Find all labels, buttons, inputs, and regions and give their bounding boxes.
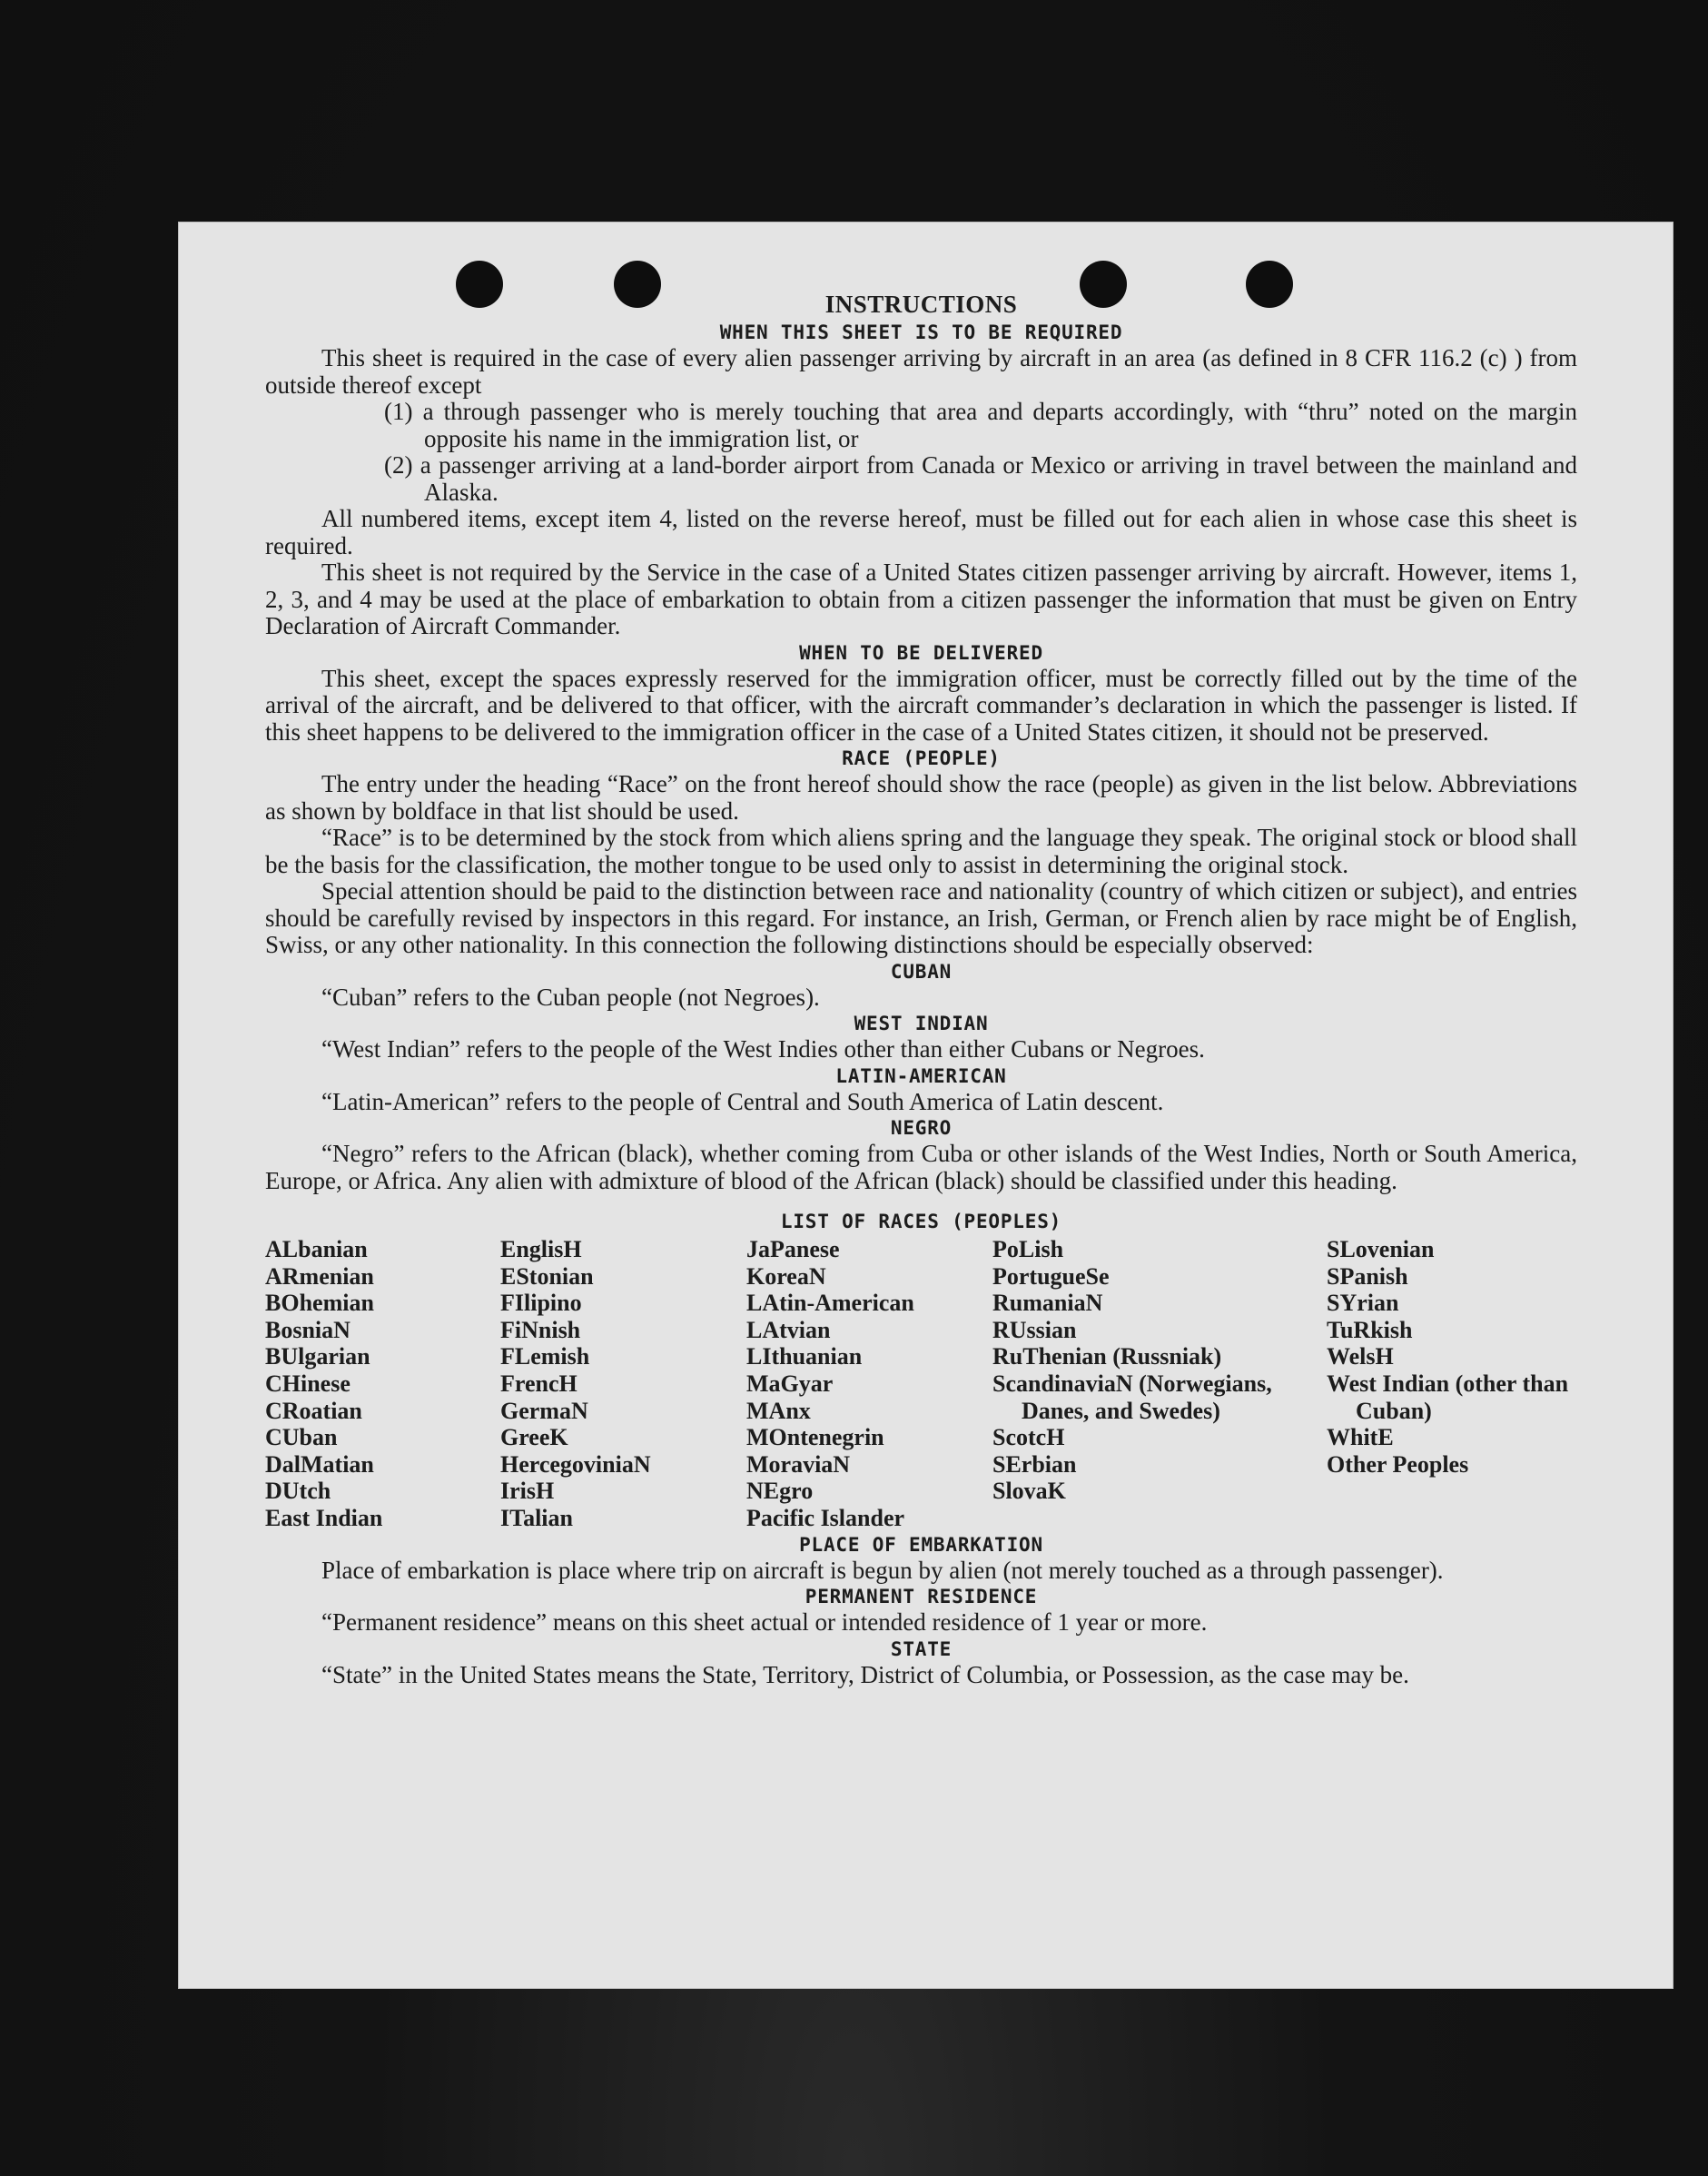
race-entry: CHinese (265, 1370, 350, 1397)
document-content (265, 289, 1577, 1688)
race-entry: DalMatian (265, 1450, 374, 1478)
document-title: INSTRUCTIONS (824, 291, 1018, 318)
paragraph: “Cuban” refers to the Cuban people (not Negroes). (321, 983, 820, 1011)
races-column (265, 1236, 500, 1532)
race-entry: MOntenegrin (746, 1424, 884, 1451)
section-heading: PERMANENT RESIDENCE (805, 1586, 1038, 1608)
race-entry: LAtin-American (746, 1290, 914, 1317)
race-entry: SErbian (992, 1450, 1077, 1478)
race-entry: LAtvian (746, 1316, 831, 1343)
race-entry: WelsH (1327, 1343, 1394, 1370)
paragraph: This sheet, except the spaces expressly reserved for the immigration officer, must be correctly filled out by the time of the arrival of the aircraft, and be delivered to that officer, with the aircraft commander’s declaration in which the passenger is listed. If this sheet happens to be delivered to the immigration officer in the case of a United States citizen, it should not be preserved. (265, 664, 1577, 746)
race-entry: BosniaN (265, 1316, 350, 1343)
paragraph: The entry under the heading “Race” on the front hereof should show the race (people) as given in the list below. Abbreviations as shown by boldface in that list should be used. (265, 770, 1577, 825)
race-entry: West Indian (other than Cuban) (1327, 1370, 1569, 1424)
race-entry: BOhemian (265, 1290, 374, 1317)
paragraph: “Negro” refers to the African (black), whether coming from Cuba or other islands of the West Indies, North or South America, Europe, or Africa. Any alien with admixture of blood of the African (black) should be classified under this heading. (265, 1140, 1577, 1194)
race-entry: FIlipino (500, 1290, 582, 1317)
paragraph: “Permanent residence” means on this sheet actual or intended residence of 1 year or more. (321, 1608, 1208, 1637)
race-entry: ITalian (500, 1504, 573, 1531)
paragraph: This sheet is not required by the Service in the case of a United States citizen passenger arriving by aircraft. However, items 1, 2, 3, and 4 may be used at the place of embarkation to obtain from a citizen passenger the information that must be given on Entry Declaration of Aircraft Commander. (265, 559, 1577, 639)
paragraph: “Latin-American” refers to the people of Central and South America of Latin descent. (321, 1087, 1164, 1115)
section-heading: LATIN-AMERICAN (835, 1064, 1007, 1087)
section-heading: WHEN THIS SHEET IS TO BE REQUIRED (719, 321, 1123, 343)
section-heading: STATE (890, 1637, 953, 1660)
race-entry: GreeK (500, 1424, 568, 1451)
race-entry: RuThenian (Russniak) (992, 1343, 1222, 1370)
race-entry: SLovenian (1327, 1236, 1435, 1262)
race-entry: TuRkish (1327, 1316, 1413, 1343)
race-entry: ScotcH (992, 1424, 1065, 1451)
races-column (1327, 1236, 1577, 1532)
race-entry: RumaniaN (992, 1290, 1103, 1317)
section-heading: NEGRO (890, 1117, 953, 1139)
race-entry: CRoatian (265, 1397, 362, 1424)
race-entry: LIthuanian (746, 1343, 863, 1370)
paragraph: Special attention should be paid to the distinction between race and nationality (country of which citizen or subject), and entries should be carefully revised by inspectors in this regard. For instance, an Irish, German, or French alien by race might be of English, Swiss, or any other nationality. In this connection the following distinctions should be especially observed: (265, 877, 1577, 958)
race-entry: RUssian (992, 1316, 1077, 1343)
races-list (265, 1236, 1577, 1532)
race-entry: GermaN (500, 1397, 588, 1424)
races-column (992, 1236, 1327, 1532)
race-entry: SYrian (1327, 1290, 1399, 1317)
race-entry: Pacific Islander (746, 1504, 905, 1531)
race-entry: SPanish (1327, 1262, 1408, 1290)
races-heading: LIST OF RACES (PEOPLES) (780, 1211, 1062, 1232)
section-heading: CUBAN (890, 960, 953, 983)
section-heading: PLACE OF EMBARKATION (799, 1533, 1043, 1556)
race-entry: PoLish (992, 1236, 1064, 1262)
paragraph: “West Indian” refers to the people of the West Indies other than either Cubans or Negroes. (321, 1035, 1205, 1063)
race-entry: EnglisH (500, 1236, 582, 1262)
paragraph: This sheet is required in the case of every alien passenger arriving by aircraft in an area (as defined in 8 CFR 116.2 (c) ) from outside thereof except (265, 344, 1577, 399)
race-entry: NEgro (746, 1478, 814, 1505)
race-entry: CUban (265, 1424, 338, 1451)
paragraph: “Race” is to be determined by the stock from which aliens spring and the language they speak. The original stock or blood shall be the basis for the classification, the mother tongue to be used only to assist in determining the original stock. (265, 824, 1577, 878)
race-entry: WhitE (1327, 1424, 1394, 1451)
race-entry: SlovaK (992, 1478, 1066, 1505)
section-heading: RACE (PEOPLE) (842, 747, 1001, 769)
paragraph: All numbered items, except item 4, listed on the reverse hereof, must be filled out for each alien in whose case this sheet is required. (265, 505, 1577, 559)
list-item: (2) a passenger arriving at a land-border airport from Canada or Mexico or arriving in travel between the mainland and Alaska. (384, 451, 1577, 506)
race-entry: East Indian (265, 1504, 383, 1531)
section-heading: WEST INDIAN (854, 1013, 989, 1034)
race-entry: FiNnish (500, 1316, 581, 1343)
list-item: (1) a through passenger who is merely touching that area and departs accordingly, with “thru” noted on the margin opposite his name in the immigration list, or (384, 398, 1577, 452)
race-entry: FrencH (500, 1370, 578, 1397)
race-entry: Other Peoples (1327, 1450, 1469, 1478)
race-entry: MaGyar (746, 1370, 834, 1397)
section-heading: WHEN TO BE DELIVERED (799, 641, 1043, 664)
race-entry: FLemish (500, 1343, 590, 1370)
race-entry: MoraviaN (746, 1450, 851, 1478)
race-entry: EStonian (500, 1262, 594, 1290)
races-column (746, 1236, 992, 1532)
races-column (500, 1236, 746, 1532)
race-entry: JaPanese (746, 1236, 840, 1262)
race-entry: PortugueSe (992, 1262, 1110, 1290)
race-entry: ALbanian (265, 1236, 368, 1262)
paragraph: Place of embarkation is place where trip on aircraft is begun by alien (not merely touched as a through passenger). (321, 1556, 1444, 1584)
race-entry: KoreaN (746, 1262, 826, 1290)
race-entry: MAnx (746, 1397, 811, 1424)
race-entry: IrisH (500, 1478, 555, 1505)
race-entry: ARmenian (265, 1262, 374, 1290)
race-entry: DUtch (265, 1478, 331, 1505)
instruction-sheet (178, 222, 1673, 1989)
paragraph: “State” in the United States means the State, Territory, District of Columbia, or Possession, as the case may be. (321, 1660, 1409, 1688)
race-entry: BUlgarian (265, 1343, 370, 1370)
race-entry: ScandinaviaN (Norwegians, Danes, and Swedes) (992, 1370, 1272, 1424)
race-entry: HercegoviniaN (500, 1450, 651, 1478)
